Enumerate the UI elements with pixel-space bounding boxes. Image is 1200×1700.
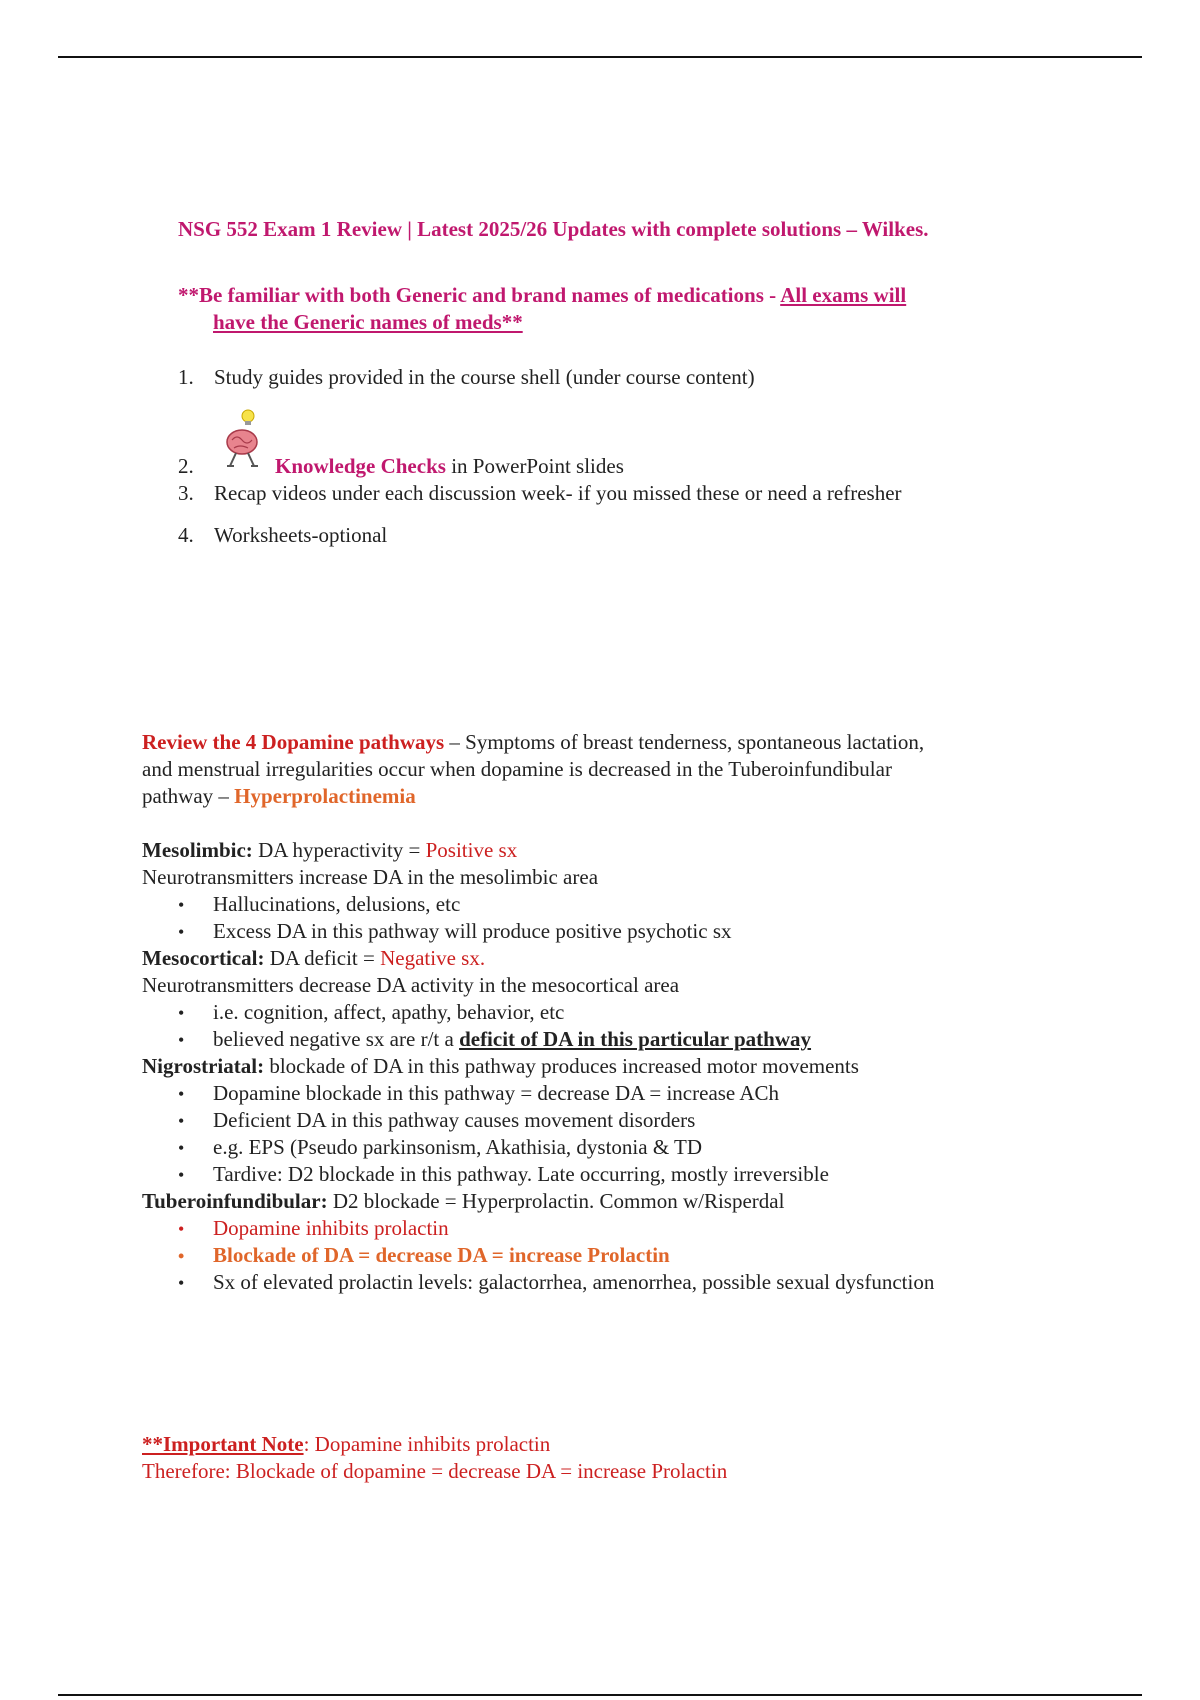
important-note-line-2: Therefore: Blockade of dopamine = decrease DA = increase Prolactin — [142, 1459, 728, 1483]
list-item — [178, 364, 755, 391]
bullet: • — [178, 1246, 185, 1266]
important-stars: ** — [142, 1432, 163, 1456]
bullet: • — [178, 1084, 185, 1104]
positive-sx-label: Positive sx — [425, 838, 518, 862]
pathway-text: DA hyperactivity = — [252, 838, 426, 862]
bullet: • — [178, 1165, 185, 1185]
notice-underlined-2: have the Generic names of meds** — [213, 310, 523, 334]
bullet: • — [178, 1030, 185, 1050]
important-note-label: Important Note — [163, 1432, 304, 1456]
list-item — [178, 480, 902, 507]
bullet-text: believed negative sx are r/t a — [213, 1027, 460, 1051]
pathway-label: Mesocortical: — [142, 946, 265, 970]
list-item — [178, 1215, 449, 1243]
mesocortical-description: Neurotransmitters decrease DA activity in the mesocortical area — [142, 973, 680, 997]
review-paragraph-line-2: and menstrual irregularities occur when dopamine is decreased in the Tuberoinfundibular — [142, 757, 892, 781]
bullet: • — [178, 922, 185, 942]
document-title: NSG 552 Exam 1 Review | Latest 2025/26 Updates with complete solutions – Wilkes. — [178, 217, 929, 241]
mesocortical-heading — [142, 945, 485, 972]
bullet: • — [178, 1219, 185, 1239]
bullet-text: Excess DA in this pathway will produce positive psychotic sx — [213, 919, 732, 943]
bullet-text: Blockade of DA = decrease DA = increase Prolactin — [213, 1243, 670, 1267]
review-paragraph-line-3 — [142, 783, 416, 810]
list-number: 2. — [178, 454, 194, 478]
pathway-text: D2 blockade = Hyperprolactin. Common w/Risperdal — [327, 1189, 785, 1213]
pathway-label: Mesolimbic: — [142, 838, 253, 862]
list-item-text: Worksheets-optional — [214, 523, 388, 547]
list-item-text: in PowerPoint slides — [445, 454, 624, 478]
list-item — [178, 918, 732, 946]
list-item — [178, 522, 387, 549]
tuberoinfundibular-heading — [142, 1188, 784, 1215]
list-item-text: Study guides provided in the course shell (under course content) — [214, 365, 755, 389]
pathway-label: Tuberoinfundibular: — [142, 1189, 328, 1213]
pathway-label: Nigrostriatal: — [142, 1054, 265, 1078]
negative-sx-label: Negative sx. — [380, 946, 486, 970]
list-item — [178, 999, 564, 1027]
list-item — [178, 1080, 779, 1108]
bullet: • — [178, 1273, 185, 1293]
list-number: 1. — [178, 365, 194, 389]
bottom-rule — [58, 1694, 1142, 1696]
list-item — [178, 453, 624, 480]
knowledge-checks-label: Knowledge Checks — [275, 454, 446, 478]
list-number: 4. — [178, 523, 194, 547]
important-note-line-1 — [142, 1431, 550, 1458]
nigrostriatal-heading — [142, 1053, 859, 1080]
review-paragraph-line-1 — [142, 729, 924, 756]
mesolimbic-description: Neurotransmitters increase DA in the mesolimbic area — [142, 865, 599, 889]
bullet-text: Sx of elevated prolactin levels: galactorrhea, amenorrhea, possible sexual dysfunction — [213, 1270, 935, 1294]
notice-underlined-1: All exams will — [780, 283, 907, 307]
list-item — [178, 1134, 702, 1162]
bullet: • — [178, 895, 185, 915]
bullet-text: Dopamine inhibits prolactin — [213, 1216, 449, 1240]
list-number: 3. — [178, 481, 194, 505]
list-item — [178, 891, 460, 919]
review-heading: Review the 4 Dopamine pathways — [142, 730, 445, 754]
list-item — [178, 1026, 811, 1054]
top-rule — [58, 56, 1142, 58]
notice-prefix: **Be familiar with both Generic and brand names of medications - — [178, 283, 781, 307]
list-item — [178, 1269, 934, 1297]
bullet: • — [178, 1003, 185, 1023]
list-item-text: Recap videos under each discussion week- if you missed these or need a refresher — [214, 481, 902, 505]
pathway-text: blockade of DA in this pathway produces increased motor movements — [264, 1054, 859, 1078]
bullet: • — [178, 1138, 185, 1158]
list-item — [178, 1161, 829, 1189]
hyperprolactinemia-label: Hyperprolactinemia — [234, 784, 416, 808]
important-note-text: : Dopamine inhibits prolactin — [303, 1432, 551, 1456]
bullet-text: e.g. EPS (Pseudo parkinsonism, Akathisia, dystonia & TD — [213, 1135, 703, 1159]
list-item — [178, 1107, 695, 1135]
generic-names-notice — [178, 282, 906, 309]
review-text: pathway – — [142, 784, 235, 808]
bullet-text: Tardive: D2 blockade in this pathway. Late occurring, mostly irreversible — [213, 1162, 829, 1186]
bullet: • — [178, 1111, 185, 1131]
deficit-emphasis: deficit of DA in this particular pathway — [459, 1027, 812, 1051]
list-item — [178, 1242, 670, 1270]
bullet-text: i.e. cognition, affect, apathy, behavior, etc — [213, 1000, 565, 1024]
mesolimbic-heading — [142, 837, 517, 864]
bullet-text: Hallucinations, delusions, etc — [213, 892, 461, 916]
pathway-text: DA deficit = — [264, 946, 381, 970]
review-text: – Symptoms of breast tenderness, spontaneous lactation, — [444, 730, 925, 754]
bullet-text: Deficient DA in this pathway causes movement disorders — [213, 1108, 696, 1132]
bullet-text: Dopamine blockade in this pathway = decrease DA = increase ACh — [213, 1081, 780, 1105]
